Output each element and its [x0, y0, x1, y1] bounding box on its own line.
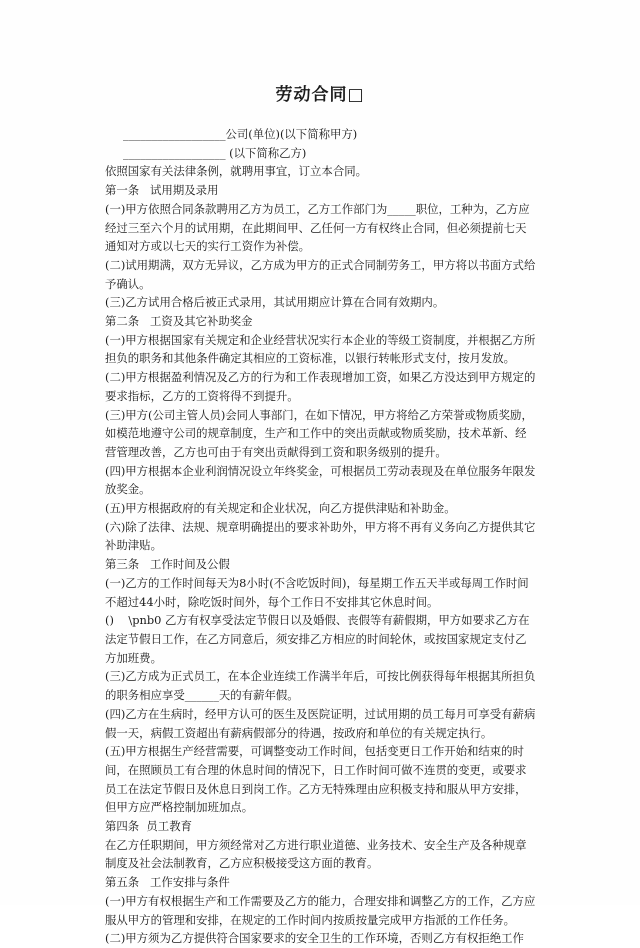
- paragraph: __________________公司(单位)(以下简称甲方): [123, 127, 358, 141]
- paragraph: (五)甲方根据生产经营需要，可调整变动工作时间，包括变更日工作开始和结束的时间，在照顾员工有合理的休息时间的情况下，日工作时间可做不连贯的变更，或要求员工在法定节假日及休息日到岗工作。乙方无特殊理由应积极支持和服从甲方安排，但甲方应严格控制加班加点。: [105, 744, 527, 815]
- paragraph: (一)甲方依照合同条款聘用乙方为员工，乙方工作部门为_____职位，工种为，乙方应经过三至六个月的试用期，在此期间甲、乙任何一方有权终止合同，但必须提前七天通知对方或以七天的实行工资作为补偿。: [105, 201, 530, 254]
- paragraph: 第四条 员工教育: [105, 819, 192, 834]
- paragraph: (三)甲方(公司主管人员)会同人事部门，在如下情况，甲方将给乙方荣誉或物质奖励，如模范地遵守公司的规章制度，生产和工作中的突出贡献或物质奖励，技术革新、经营管理改善，乙方也可由于有突出贡献得到工资和职务级别的提升。: [105, 407, 533, 459]
- paragraph: (一)乙方的工作时间每天为8小时(不含吃饭时间)，每星期工作五天半或每周工作时间不超过44小时，除吃饭时间外，每个工作日不安排其它休息时间。: [105, 575, 529, 609]
- paragraph: (四)甲方根据本企业利润情况设立年终奖金，可根据员工劳动表现及在单位服务年限发放奖金。: [105, 463, 536, 497]
- paragraph: 第三条 工作时间及公假: [105, 557, 230, 572]
- paragraph: (二)试用期满，双方无异议，乙方成为甲方的正式合同制劳务工，甲方将以书面方式给予确认。: [105, 257, 536, 291]
- paragraph: 第二条 工资及其它补助奖金: [105, 314, 253, 329]
- paragraph: 第五条 工作安排与条件: [105, 875, 230, 890]
- paragraph: (四)乙方在生病时，经甲方认可的医生及医院证明，过试用期的员工每月可享受有薪病假一天，病假工资超出有薪病假部分的待遇，按政府和单位的有关规定执行。: [105, 706, 536, 740]
- paragraph: 在乙方任职期间，甲方须经常对乙方进行职业道德、业务技术、安全生产及各种规章制度及社会法制教育，乙方应积极接受这方面的教育。: [105, 837, 527, 871]
- paragraph: (六)除了法律、法规、规章明确提出的要求补助外，甲方将不再有义务向乙方提供其它补助津贴。: [105, 519, 536, 553]
- paragraph: (三)乙方成为正式员工，在本企业连续工作满半年后，可按比例获得每年根据其所担负的职务相应享受______天的有薪年假。: [105, 669, 536, 703]
- paragraph: (五)甲方根据政府的有关规定和企业状况，向乙方提供津贴和补助金。: [105, 501, 456, 516]
- paragraph: (一)甲方根据国家有关规定和企业经营状况实行本企业的等级工资制度，并根据乙方所担负的职务和其他条件确定其相应的工资标准，以银行转帐形式支付，按月发放。: [105, 332, 536, 366]
- document-title: 劳动合同□: [275, 85, 365, 105]
- paragraph: 依照国家有关法律条例，就聘用事宜，订立本合同。: [105, 164, 367, 179]
- paragraph: (二)甲方须为乙方提供符合国家要求的安全卫生的工作环境，否则乙方有权拒绝工作: [105, 931, 524, 946]
- paragraph: () \pnb0 乙方有权享受法定节假日以及婚假、丧假等有薪假期，甲方如要求乙方在法定节假日工作，在乙方同意后，须安排乙方相应的时间轮休，或按国家规定支付乙方加班费。: [105, 613, 530, 665]
- paragraph: (一)甲方有权根据生产和工作需要及乙方的能力，合理安排和调整乙方的工作，乙方应服从甲方的管理和安排，在规定的工作时间内按质按量完成甲方指派的工作任务。: [105, 893, 536, 927]
- paragraph: __________________ (以下简称乙方): [123, 145, 307, 160]
- paragraph: 第一条 试用期及录用: [105, 183, 219, 198]
- document-body: [105, 125, 537, 948]
- paragraph: (二)甲方根据盈利情况及乙方的行为和工作表现增加工资，如果乙方没达到甲方规定的要求指标，乙方的工资将得不到提升。: [105, 370, 536, 403]
- paragraph: (三)乙方试用合格后被正式录用，其试用期应计算在合同有效期内。: [105, 295, 445, 310]
